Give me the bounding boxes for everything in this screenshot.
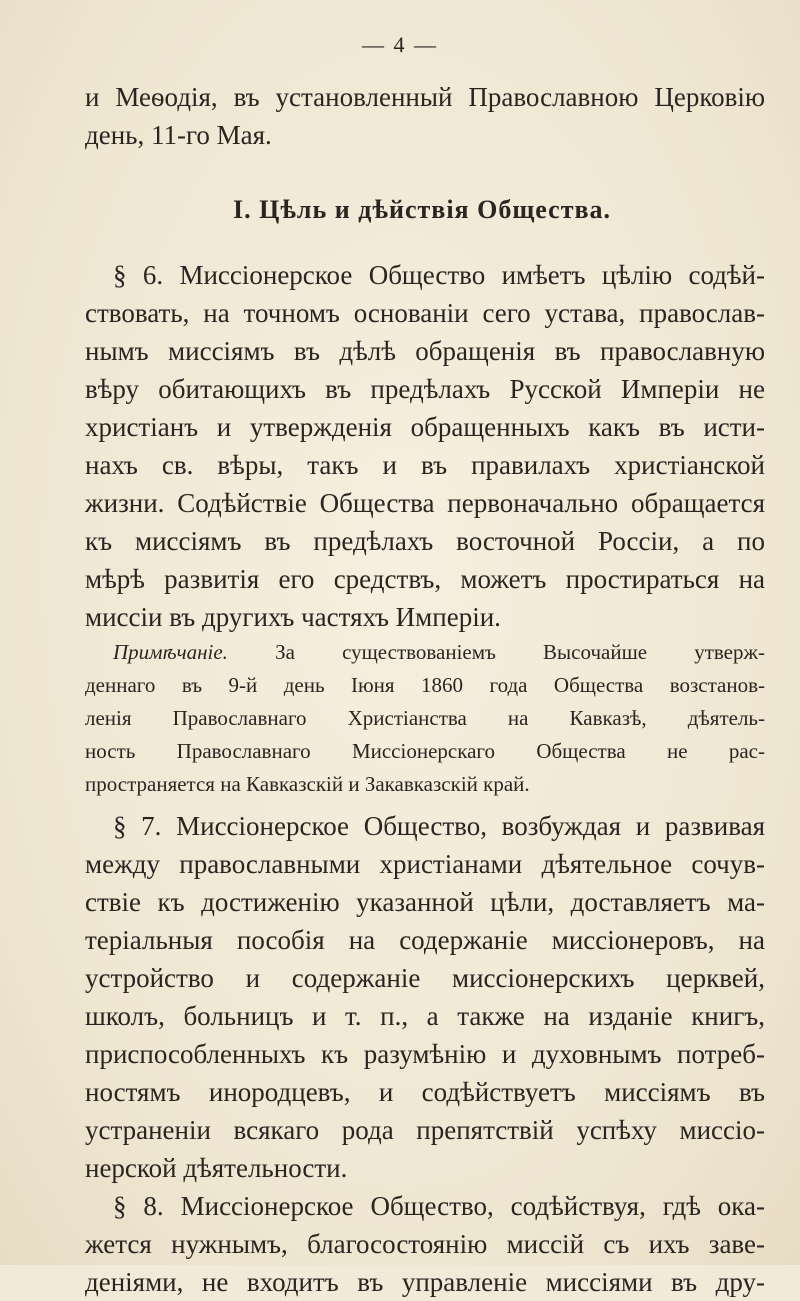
text-line: миссіи въ другихъ частяхъ Имперіи. xyxy=(85,602,501,632)
note-line xyxy=(85,636,765,669)
text-line: между православными христіанами дѣятельное сочув- xyxy=(85,849,765,879)
text-line: устраненіи всякаго рода препятствій успѣху миссіо- xyxy=(85,1115,765,1145)
text-line: § 6. Миссіонерское Общество имѣетъ цѣлію содѣй- xyxy=(113,260,765,290)
paragraph-7 xyxy=(85,807,765,1187)
page-number: — 4 — xyxy=(362,32,438,57)
text-line: § 8. Миссіонерское Общество, содѣйствуя, гдѣ ока- xyxy=(113,1191,765,1221)
note-line: ность Православнаго Миссіонерскаго Общества не рас- xyxy=(85,739,765,763)
text-line: теріальныя пособія на содержаніе миссіонеровъ, на xyxy=(85,925,765,955)
text-line: § 7. Миссіонерское Общество, возбуждая и развивая xyxy=(113,811,765,841)
text-line: день, 11-го Мая. xyxy=(85,120,272,150)
text-line: къ миссіямъ въ предѣлахъ восточной Россіи, а по xyxy=(85,526,765,556)
note-text: За существованіемъ Высочайше утверж- xyxy=(227,640,765,664)
text-line: нахъ св. вѣры, такъ и въ правилахъ христіанской xyxy=(85,450,765,480)
footnote-remark xyxy=(85,636,765,801)
text-line: устройство и содержаніе миссіонерскихъ церквей, xyxy=(85,963,765,993)
text-line: деніями, не входитъ въ управленіе миссіями въ дру- xyxy=(85,1267,765,1297)
text-line: жизни. Содѣйствіе Общества первоначально обращается xyxy=(85,488,765,518)
text-line: школъ, больницъ и т. п., а также на изданіе книгъ, xyxy=(85,1001,765,1031)
text-block xyxy=(85,78,765,1301)
intro-paragraph xyxy=(85,78,765,154)
text-line: ствіе къ достиженію указанной цѣли, доставляетъ ма- xyxy=(85,887,765,917)
text-line: и Меѳодія, въ установленный Православною Церковію xyxy=(85,82,765,112)
text-line: ностямъ инородцевъ, и содѣйствуетъ миссіямъ въ xyxy=(85,1077,765,1107)
text-line: нымъ миссіямъ въ дѣлѣ обращенія въ православную xyxy=(85,336,765,366)
text-line: приспособленныхъ къ разумѣнію и духовнымъ потреб- xyxy=(85,1039,765,1069)
text-line: христіанъ и утвержденія обращенныхъ какъ въ исти- xyxy=(85,412,765,442)
note-line: ленія Православнаго Христіанства на Кавказѣ, дѣятель- xyxy=(85,706,765,730)
text-line: мѣрѣ развитія его средствъ, можетъ простираться на xyxy=(85,564,765,594)
section-heading: I. Цѣль и дѣйствія Общества. xyxy=(232,195,612,224)
text-line: вѣру обитающихъ въ предѣлахъ Русской Имперіи не xyxy=(85,374,765,404)
note-line: деннаго въ 9-й день Іюня 1860 года Общества возстанов- xyxy=(85,673,765,697)
text-line: жется нужнымъ, благосостоянію миссій съ ихъ заве- xyxy=(85,1229,765,1259)
text-line: ствовать, на точномъ основаніи сего устава, православ- xyxy=(85,298,765,328)
note-line: пространяется на Кавказскій и Закавказскій край. xyxy=(85,772,530,796)
text-line: нерской дѣятельности. xyxy=(85,1153,348,1183)
paragraph-6 xyxy=(85,256,765,636)
note-label: Примѣчаніе. xyxy=(113,640,228,664)
paragraph-8 xyxy=(85,1187,765,1301)
